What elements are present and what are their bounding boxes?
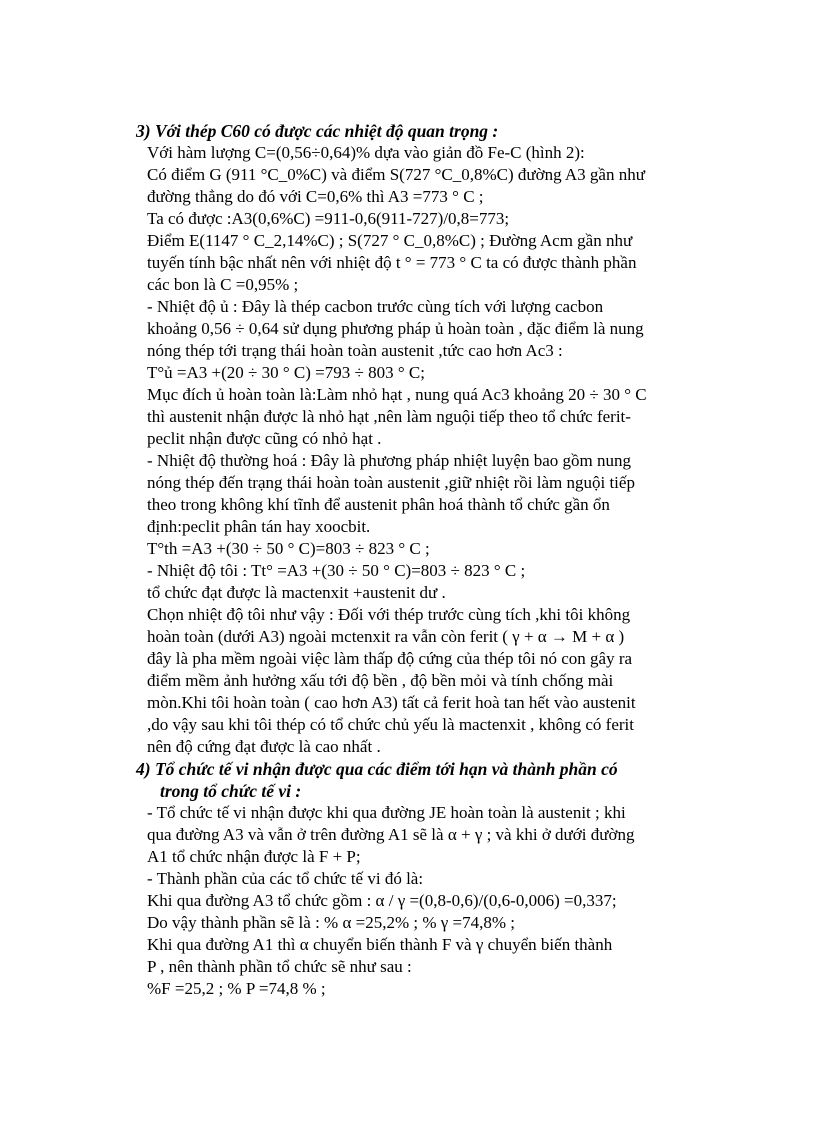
section-heading-4: 4) Tổ chức tế vi nhận được qua các điểm tới hạn và thành phần có <box>136 759 618 779</box>
text-line: nóng thép tới trạng thái hoàn toàn austenit ,tức cao hơn Ac3 : <box>147 341 563 360</box>
text-line: đường thẳng do đó với C=0,6% thì A3 =773 ° C ; <box>147 187 484 206</box>
text-line: P , nên thành phần tổ chức sẽ như sau : <box>147 957 412 976</box>
text-line: nên độ cứng đạt được là cao nhất . <box>147 737 381 756</box>
text-line: - Nhiệt độ thường hoá : Đây là phương pháp nhiệt luyện bao gồm nung <box>147 451 631 470</box>
formula-line: Do vậy thành phần sẽ là : % α =25,2% ; % γ =74,8% ; <box>147 913 515 932</box>
text-line: - Tổ chức tế vi nhận được khi qua đường JE hoàn toàn là austenit ; khi <box>147 803 626 822</box>
text-line: hoàn toàn (dưới A3) ngoài mctenxit ra vẫn còn ferit ( γ + α → M + α ) <box>147 627 625 646</box>
text-line: qua đường A3 và vẫn ở trên đường A1 sẽ là α + γ ; và khi ở dưới đường <box>147 825 635 844</box>
text-line: tổ chức đạt được là mactenxit +austenit dư . <box>147 583 446 602</box>
text-line: Có điểm G (911 °C_0%C) và điểm S(727 °C_0,8%C) đường A3 gần như <box>147 165 645 184</box>
formula-line: T°ủ =A3 +(20 ÷ 30 ° C) =793 ÷ 803 ° C; <box>147 363 425 382</box>
text-line: mòn.Khi tôi hoàn toàn ( cao hơn A3) tất cả ferit hoà tan hết vào austenit <box>147 693 636 712</box>
text-line: Điểm E(1147 ° C_2,14%C) ; S(727 ° C_0,8%C) ; Đường Acm gần như <box>147 231 633 250</box>
text-line: Chọn nhiệt độ tôi như vậy : Đối với thép trước cùng tích ,khi tôi không <box>147 605 631 624</box>
text-line: Mục đích ủ hoàn toàn là:Làm nhỏ hạt , nung quá Ac3 khoảng 20 ÷ 30 ° C <box>147 385 647 404</box>
text-line: - Thành phần của các tổ chức tế vi đó là: <box>147 869 424 888</box>
text-line: theo trong không khí tĩnh để austenit phân hoá thành tổ chức gần ổn <box>147 495 610 514</box>
text-line: peclit nhận được cũng có nhỏ hạt . <box>147 429 382 448</box>
text-line: Ta có được :A3(0,6%C) =911-0,6(911-727)/0,8=773; <box>147 209 510 228</box>
text-line: khoảng 0,56 ÷ 0,64 sử dụng phương pháp ủ hoàn toàn , đặc điểm là nung <box>147 319 644 338</box>
text-line: Khi qua đường A1 thì α chuyển biến thành F và γ chuyển biến thành <box>147 935 613 954</box>
text-line: các bon là C =0,95% ; <box>147 275 299 294</box>
section-heading-4-cont: trong tổ chức tế vi : <box>160 781 302 801</box>
text-line: - Nhiệt độ ủ : Đây là thép cacbon trước cùng tích với lượng cacbon <box>147 297 604 316</box>
text-line: - Nhiệt độ tôi : Tt° =A3 +(30 ÷ 50 ° C)=803 ÷ 823 ° C ; <box>147 561 526 580</box>
section-heading-3: 3) Với thép C60 có được các nhiệt độ quan trọng : <box>136 121 499 141</box>
text-line: nóng thép đến trạng thái hoàn toàn austenit ,giữ nhiệt rồi làm nguội tiếp <box>147 473 635 492</box>
text-line: định:peclit phân tán hay xoocbit. <box>147 517 371 536</box>
text-line: đây là pha mềm ngoài việc làm thấp độ cứng của thép tôi nó con gây ra <box>147 649 633 668</box>
formula-line: %F =25,2 ; % P =74,8 % ; <box>147 979 326 998</box>
text-line: Với hàm lượng C=(0,56÷0,64)% dựa vào giản đồ Fe-C (hình 2): <box>147 143 585 162</box>
text-line: A1 tổ chức nhận được là F + P; <box>147 847 361 866</box>
formula-line: Khi qua đường A3 tổ chức gồm : α / γ =(0,8-0,6)/(0,6-0,006) =0,337; <box>147 891 617 910</box>
text-line: điểm mềm ảnh hưởng xấu tới độ bền , độ bền mỏi và tính chống mài <box>147 671 614 690</box>
formula-line: T°th =A3 +(30 ÷ 50 ° C)=803 ÷ 823 ° C ; <box>147 539 430 558</box>
text-line: ,do vậy sau khi tôi thép có tổ chức chủ yếu là mactenxit , không có ferit <box>147 715 634 734</box>
text-line: tuyến tính bậc nhất nên với nhiệt độ t ° = 773 ° C ta có được thành phần <box>147 253 637 272</box>
text-line: thì austenit nhận được là nhỏ hạt ,nên làm nguội tiếp theo tổ chức ferit- <box>147 407 631 426</box>
